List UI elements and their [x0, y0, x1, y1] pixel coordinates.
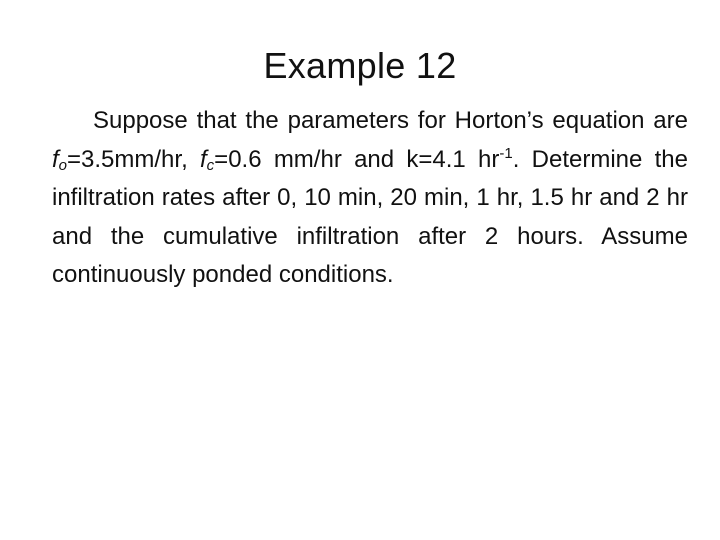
exponent-minus-one: -1 — [499, 144, 513, 162]
statement-text-2: . Determine the infiltration rates after 0, 10 min, 20 min, 1 hr, 1.5 hr and 2 hr and the cumulative infiltration after 2 hours. Assume continuously ponded conditions. — [52, 145, 688, 288]
f-symbol-initial: f — [52, 145, 59, 173]
subscript-o: o — [58, 156, 68, 174]
initial-rate-value: =3.5mm/hr, — [67, 145, 200, 173]
final-rate-and-k-value: =0.6 mm/hr and k=4.1 hr — [214, 145, 500, 173]
f-symbol-final: f — [200, 145, 207, 173]
statement-text-1: Suppose that the parameters for Horton’s equation are — [93, 107, 688, 134]
subscript-c: c — [206, 156, 215, 174]
slide-title: Example 12 — [263, 45, 457, 86]
problem-statement — [52, 102, 688, 295]
